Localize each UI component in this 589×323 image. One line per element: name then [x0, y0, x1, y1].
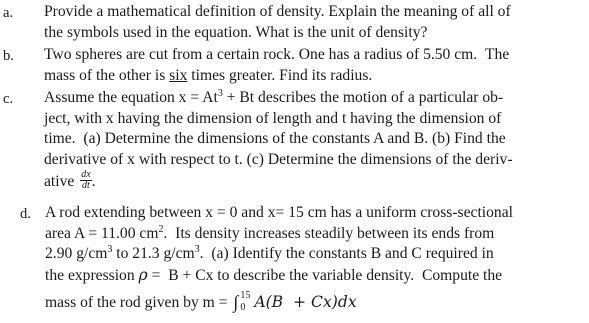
problem-a-line: the symbols used in the equation. What is the unit of density?: [44, 23, 428, 41]
exponent: 2: [158, 223, 164, 235]
problem-a-line: Provide a mathematical definition of density. Explain the meaning of all of: [44, 3, 511, 20]
problem-d-line4-pre: the expression: [45, 266, 139, 284]
problem-d-text: [45, 203, 535, 315]
problem-b-line: Two spheres are cut from a certain rock. One has a radius of 5.50 cm. The: [44, 46, 510, 63]
problem-c-line1-pre: Assume the equation x = At: [44, 89, 218, 106]
integrand: A(B + Cx)dx: [254, 293, 357, 312]
problem-c-line: time. (a) Determine the dimensions of the constants A and B. (b) Find the: [44, 130, 506, 148]
underlined-six: six: [169, 66, 188, 84]
problem-c-text: [44, 88, 526, 193]
problem-c-line: derivative of x with respect to t. (c) Determine the dimensions of the deriv-: [44, 150, 513, 168]
problem-c-last-pre: ative: [44, 173, 79, 191]
problem-c-line1-post: + Bt describes the motion of a particular ob-: [222, 89, 504, 106]
exponent: 3: [217, 88, 223, 99]
problem-b-line2-post: times greater. Find its radius.: [187, 66, 373, 84]
problem-d-line5-pre: mass of the rod given by m =: [45, 294, 232, 312]
exponent: 3: [107, 244, 113, 256]
derivative-fraction: [80, 170, 91, 191]
problem-d-line3-a: 2.90 g/cm: [45, 245, 108, 263]
problem-d-line: [45, 244, 535, 265]
problem-b-line2-pre: mass of the other is: [44, 66, 170, 84]
problem-b-text: [44, 45, 526, 86]
integral-lower-limit: 0: [240, 301, 246, 313]
problem-d-line3-c: . (a) Identify the constants B and C required in: [199, 245, 494, 263]
exponent: 3: [194, 244, 200, 256]
problem-d-line: A rod extending between x = 0 and x= 15 cm has a uniform cross-sectional: [45, 204, 513, 221]
rho-symbol: ρ: [138, 265, 148, 284]
integral-upper-limit: 15: [240, 289, 251, 301]
integral-sign: ∫: [233, 292, 239, 313]
problem-c-marker: c.: [3, 91, 14, 107]
fraction-numerator: dx: [81, 169, 91, 181]
problem-b-marker: b.: [3, 48, 14, 64]
integral-limits: [240, 291, 250, 313]
fraction-denominator: dt: [82, 180, 90, 192]
problem-d-line2-pre: area A = 11.00 cm: [45, 224, 159, 242]
problem-d-line: [45, 265, 535, 287]
problem-c-line: [44, 88, 526, 109]
problem-c-line: ject, with x having the dimension of length and t having the dimension of: [44, 109, 502, 127]
problem-a-text: [44, 2, 526, 43]
problem-c-line: [44, 169, 526, 193]
problem-b-line: [44, 66, 526, 87]
problem-c-last-post: .: [91, 173, 96, 191]
problem-d-marker: d.: [20, 206, 31, 222]
problem-d-line: [45, 224, 535, 245]
problem-d-line2-post: . Its density increases steadily between its ends from: [163, 224, 495, 242]
problem-d-line3-b: to 21.3 g/cm: [112, 245, 195, 263]
problem-d-line: [45, 291, 535, 314]
problem-a-marker: a.: [3, 5, 14, 21]
problem-d-line4-post: = B + Cx to describe the variable density. Compute the: [147, 266, 503, 284]
